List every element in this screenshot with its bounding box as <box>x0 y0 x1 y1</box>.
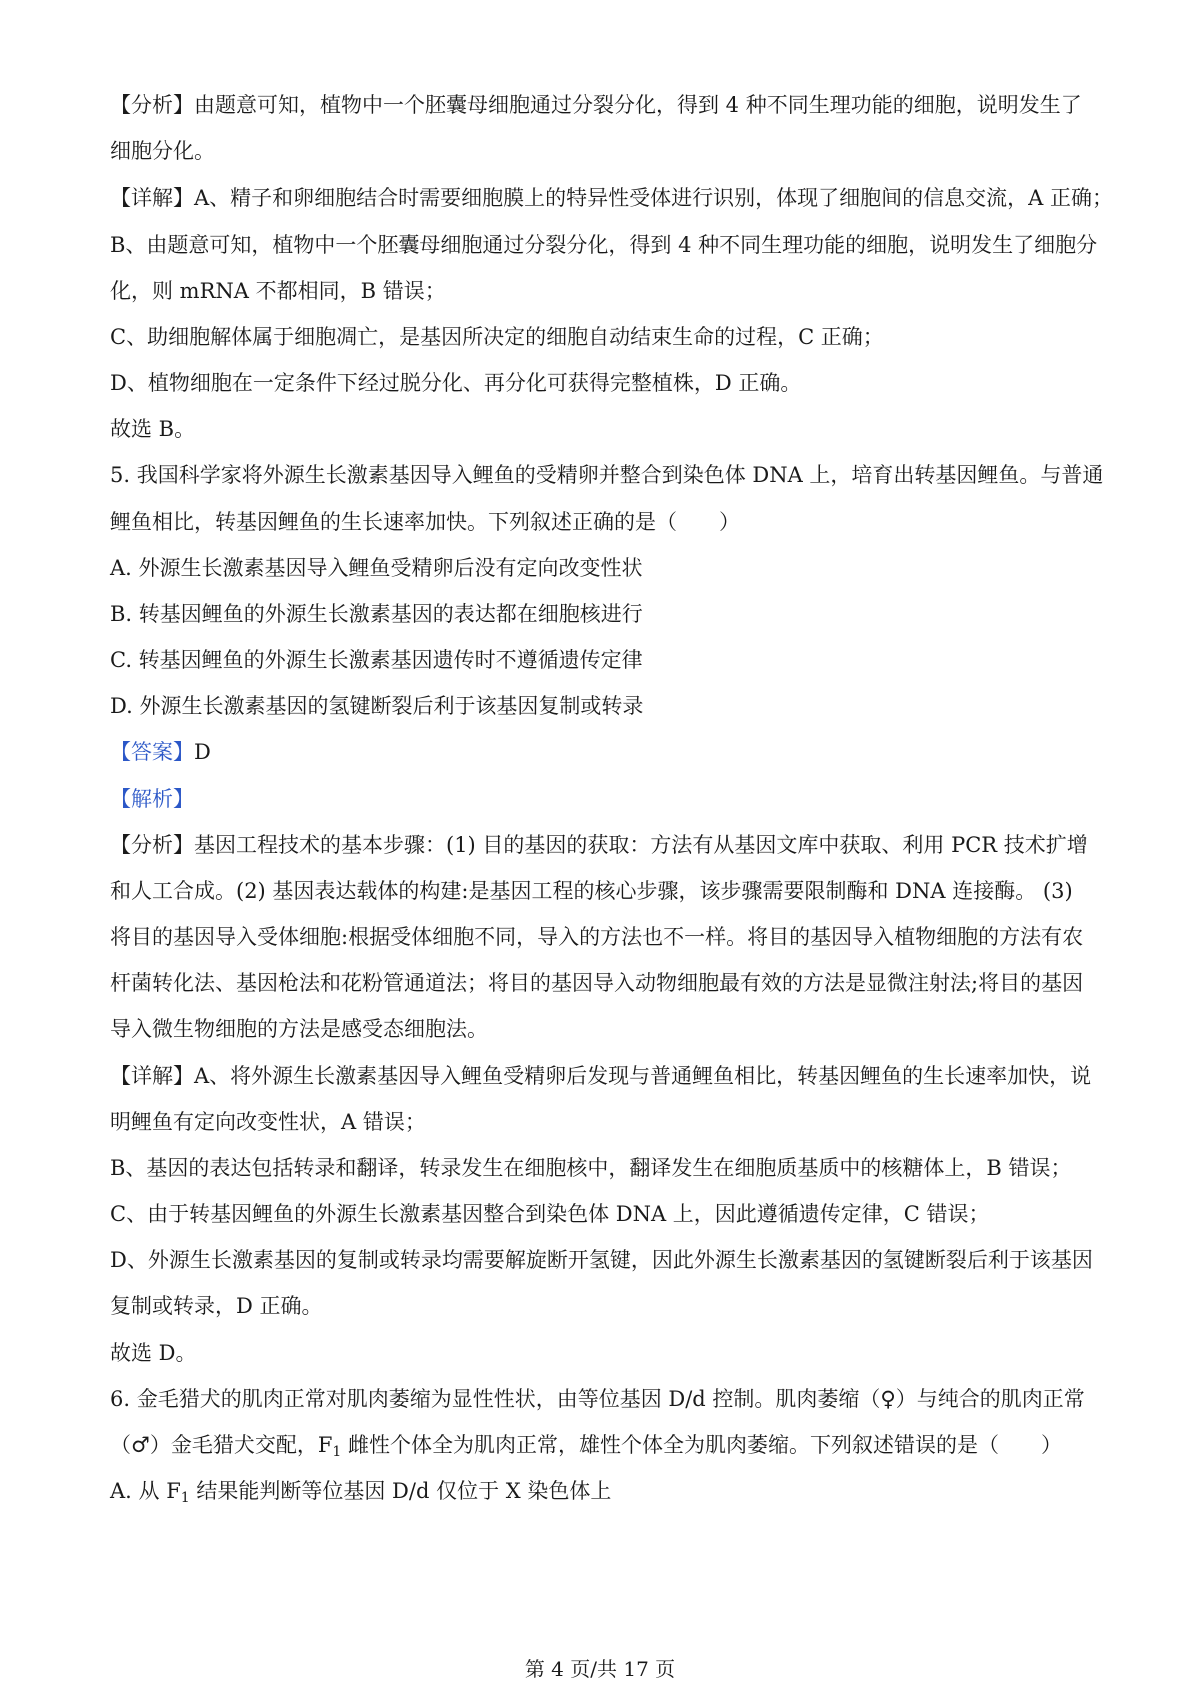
q5-analysis-line-4: 杆菌转化法、基因枪法和花粉管通道法；将目的基因导入动物细胞最有效的方法是显微注射法;将目的基因 <box>110 971 1084 995</box>
explanation-tag: 【解析】 <box>110 787 194 811</box>
q4-analysis-line-1: 【分析】由题意可知，植物中一个胚囊母细胞通过分裂分化，得到 4 种不同生理功能的细胞，说明发生了 <box>110 93 1082 117</box>
q5-analysis-line-1: 【分析】基因工程技术的基本步骤：(1) 目的基因的获取：方法有从基因文库中获取、利用 PCR 技术扩增 <box>110 833 1088 857</box>
q5-stem-line-2: 鲤鱼相比，转基因鲤鱼的生长速率加快。下列叙述正确的是（ ） <box>110 510 740 534</box>
q5-analysis-line-2: 和人工合成。(2) 基因表达载体的构建:是基因工程的核心步骤，该步骤需要限制酶和 DNA 连接酶。 (3) <box>110 879 1073 903</box>
q5-answer <box>110 737 1100 767</box>
q5-option-b: B. 转基因鲤鱼的外源生长激素基因的表达都在细胞核进行 <box>110 602 643 626</box>
q6-option-a-start: A. 从 F <box>110 1479 181 1503</box>
q4-detail-line-2: B、由题意可知，植物中一个胚囊母细胞通过分裂分化，得到 4 种不同生理功能的细胞，说明发生了细胞分 <box>110 233 1098 257</box>
q6-stem-line-1: 6. 金毛猎犬的肌肉正常对肌肉萎缩为显性性状，由等位基因 D/d 控制。肌肉萎缩（♀）与纯合的肌肉正常 <box>110 1387 1085 1411</box>
q5-detail-line-3: B、基因的表达包括转录和翻译，转录发生在细胞核中，翻译发生在细胞质基质中的核糖体上，B 错误； <box>110 1156 1072 1180</box>
q5-analysis-line-5: 导入微生物细胞的方法是感受态细胞法。 <box>110 1017 488 1041</box>
q6-stem-line-2-end: 雌性个体全为肌肉正常，雄性个体全为肌肉萎缩。下列叙述错误的是（ ） <box>341 1433 1063 1457</box>
q6-option-a-end: 结果能判断等位基因 D/d 仅位于 X 染色体上 <box>189 1479 612 1503</box>
q5-detail-line-4: C、由于转基因鲤鱼的外源生长激素基因整合到染色体 DNA 上，因此遵循遗传定律，C 错误； <box>110 1202 990 1226</box>
q5-detail-line-5: D、外源生长激素基因的复制或转录均需要解旋断开氢键，因此外源生长激素基因的氢键断裂后利于该基因 <box>110 1248 1093 1272</box>
f1-subscript: 1 <box>332 1444 342 1460</box>
answer-value: D <box>194 740 211 764</box>
answer-tag: 【答案】 <box>110 740 194 764</box>
q5-analysis-line-3: 将目的基因导入受体细胞:根据受体细胞不同，导入的方法也不一样。将目的基因导入植物细胞的方法有农 <box>110 925 1084 949</box>
q5-detail-line-1: 【详解】A、将外源生长激素基因导入鲤鱼受精卵后发现与普通鲤鱼相比，转基因鲤鱼的生长速率加快，说 <box>110 1064 1092 1088</box>
q6-stem-line-2 <box>110 1430 1100 1467</box>
q5-option-d: D. 外源生长激素基因的氢键断裂后利于该基因复制或转录 <box>110 694 644 718</box>
q5-detail-line-2: 明鲤鱼有定向改变性状，A 错误； <box>110 1110 426 1134</box>
q5-conclusion: 故选 D。 <box>110 1341 197 1365</box>
page-number: 第 4 页/共 17 页 <box>524 1657 676 1681</box>
q4-detail-line-4: C、助细胞解体属于细胞凋亡，是基因所决定的细胞自动结束生命的过程，C 正确； <box>110 325 884 349</box>
q4-detail-line-3: 化，则 mRNA 不都相同，B 错误； <box>110 279 446 303</box>
q4-detail-line-5: D、植物细胞在一定条件下经过脱分化、再分化可获得完整植株，D 正确。 <box>110 371 802 395</box>
q4-conclusion: 故选 B。 <box>110 417 196 441</box>
q6-option-a <box>110 1476 1100 1513</box>
f1-subscript: 1 <box>180 1490 190 1506</box>
q6-stem-line-2-start: （♂）金毛猎犬交配，F <box>110 1433 333 1457</box>
q4-detail-line-1: 【详解】A、精子和卵细胞结合时需要细胞膜上的特异性受体进行识别，体现了细胞间的信息交流，A 正确； <box>110 186 1114 210</box>
q5-option-c: C. 转基因鲤鱼的外源生长激素基因遗传时不遵循遗传定律 <box>110 648 643 672</box>
q5-stem-line-1: 5. 我国科学家将外源生长激素基因导入鲤鱼的受精卵并整合到染色体 DNA 上，培育出转基因鲤鱼。与普通 <box>110 463 1104 487</box>
q5-detail-line-6: 复制或转录，D 正确。 <box>110 1294 323 1318</box>
q5-option-a: A. 外源生长激素基因导入鲤鱼受精卵后没有定向改变性状 <box>110 556 643 580</box>
q4-analysis-line-2: 细胞分化。 <box>110 139 215 163</box>
